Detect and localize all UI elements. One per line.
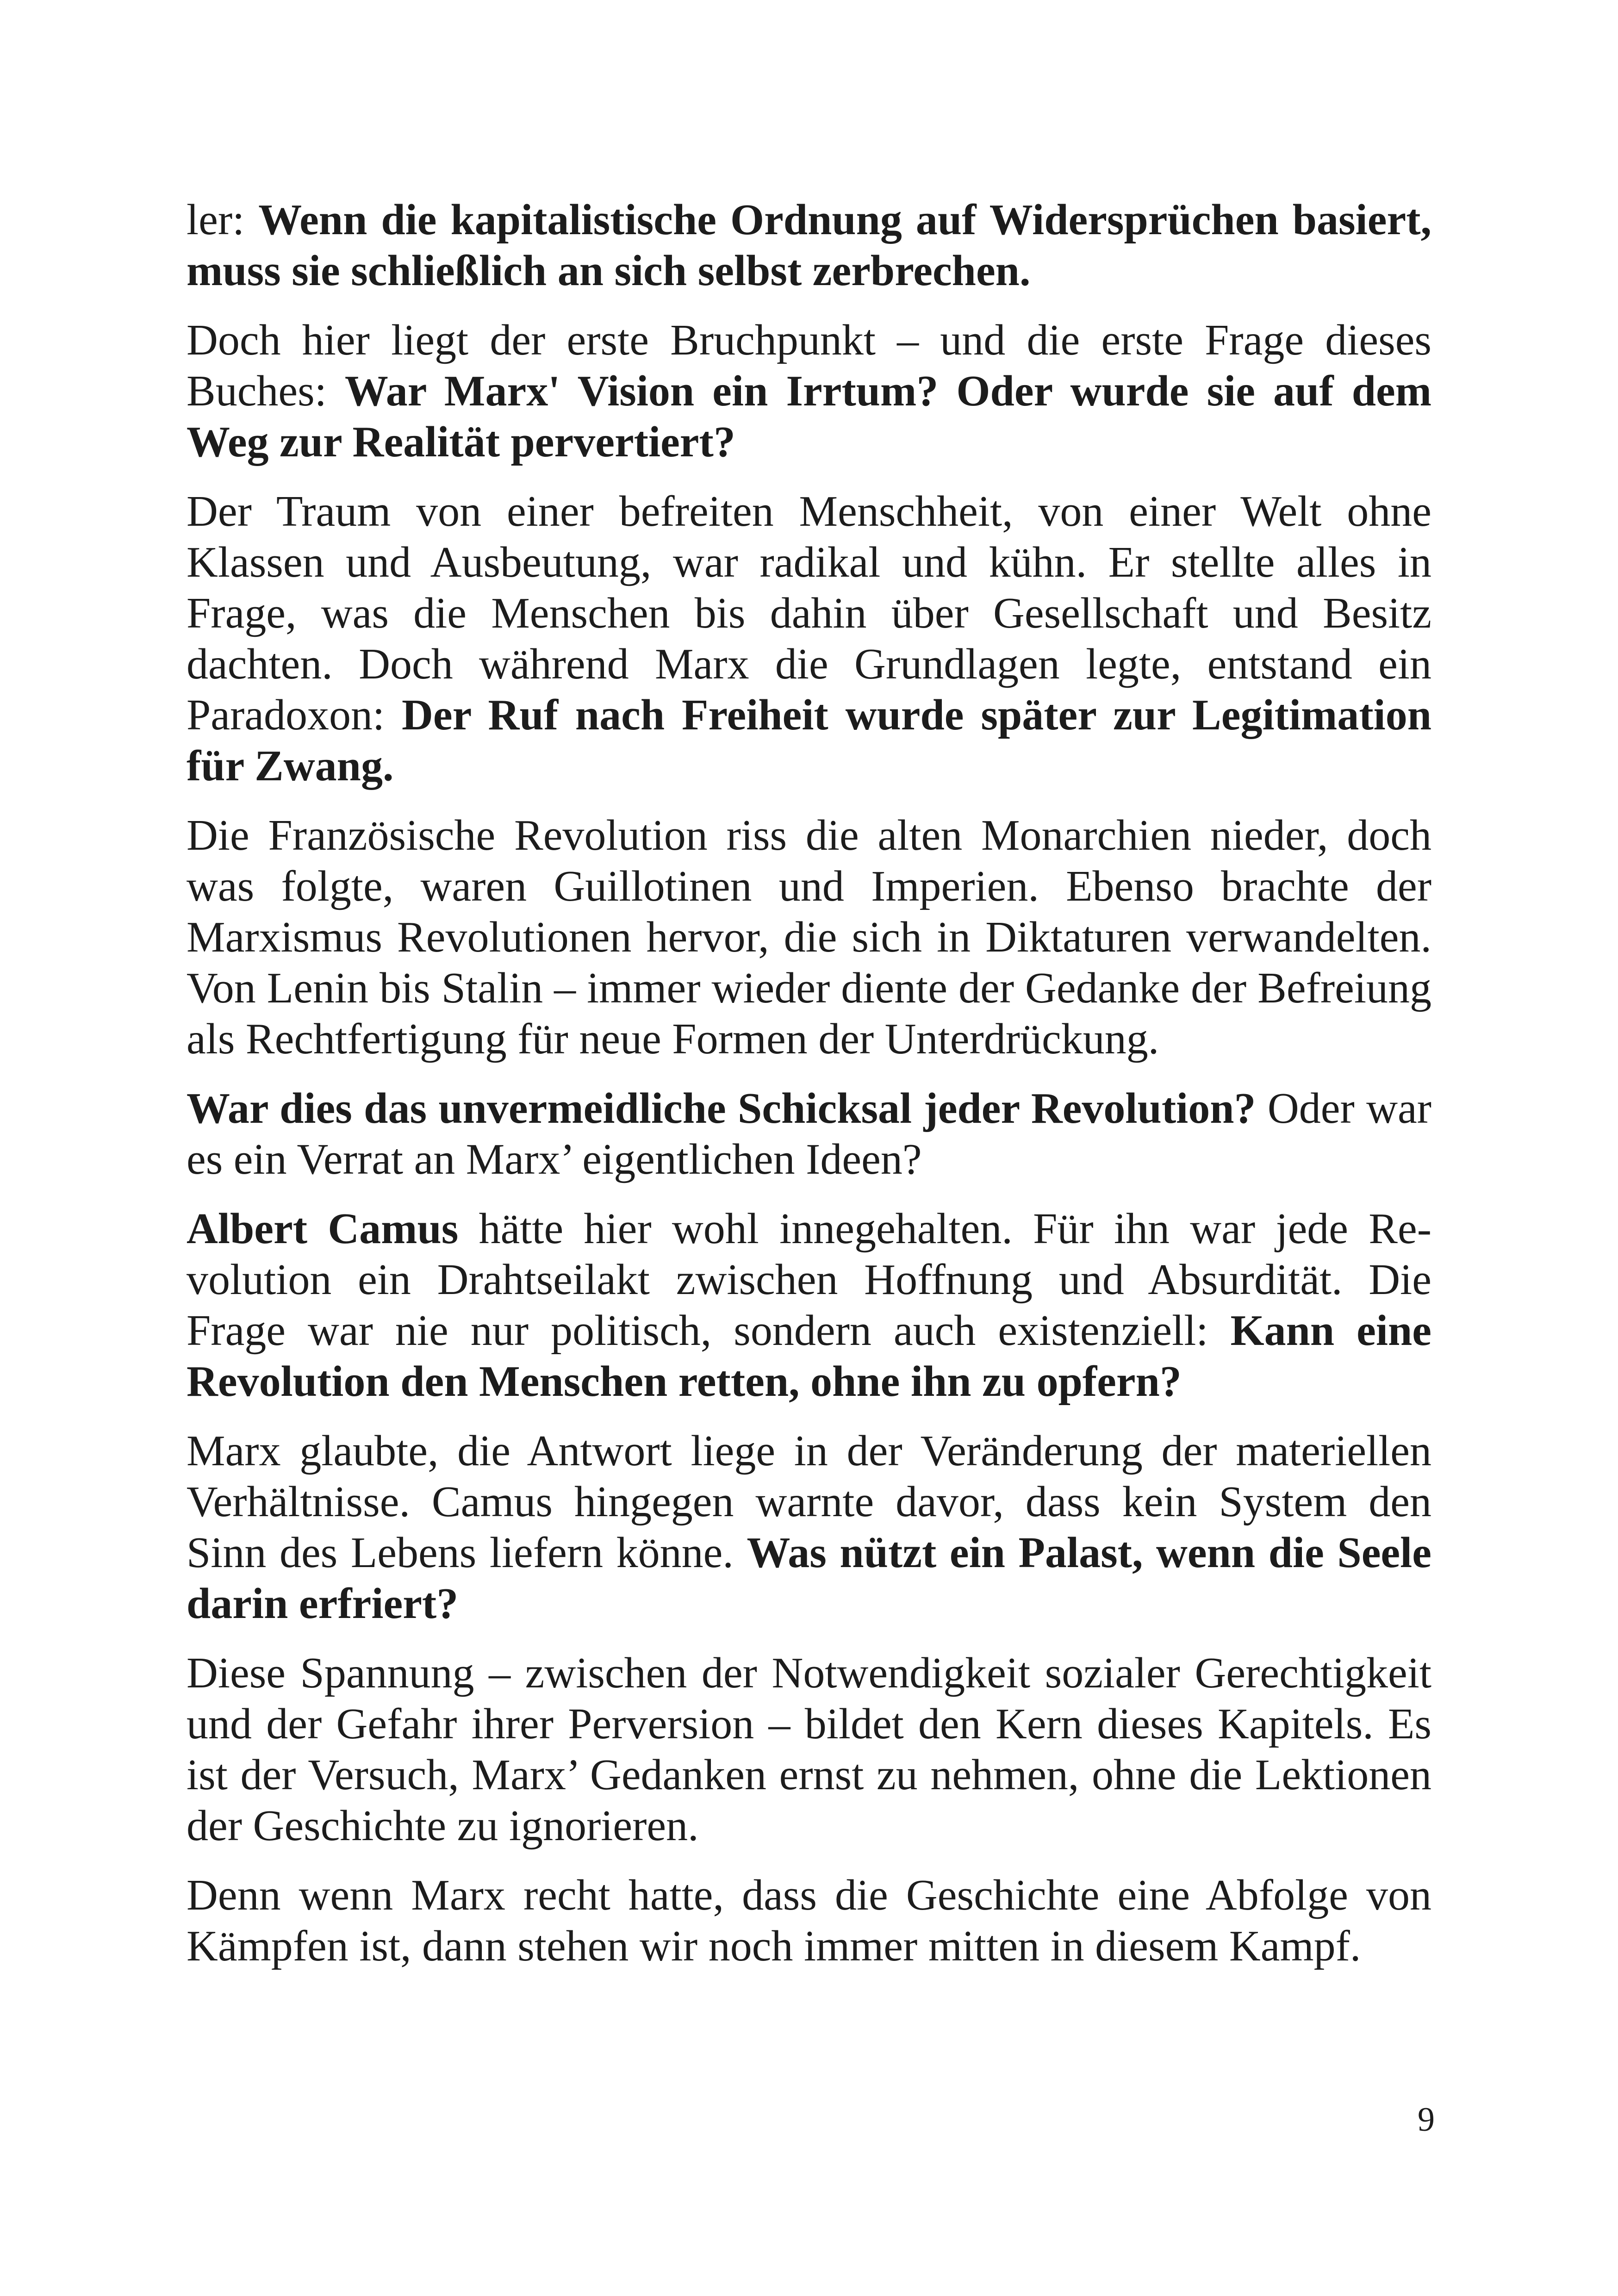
text-span: hätte hier wohl innegehalten. Für ihn war jede Revolution ein Drahtseilakt zwischen Hoffnung und Absurdität. Die Frage war nie nur politisch, sondern auch existenziell: xyxy=(187,1205,1431,1355)
paragraph-3 xyxy=(187,486,1431,791)
bold-text-span: War Marx' Vision ein Irrtum? Oder wurde sie auf dem Weg zur Realität pervertiert? xyxy=(187,367,1431,466)
bold-text-span: Wenn die kapitalistische Ordnung auf Widersprüchen basiert, muss sie schließlich an sich selbst zerbrechen. xyxy=(187,196,1431,295)
bold-text-span: Kann eine Revolution den Menschen retten, ohne ihn zu opfern? xyxy=(187,1307,1432,1406)
text-span: Marx glaubte, die Antwort liege in der Veränderung der materiellen Verhältnisse. Camus hingegen warnte davor, dass kein System den Sinn des Lebens liefern könne. xyxy=(187,1427,1431,1577)
text-span: ler: xyxy=(187,196,259,244)
text-span: Oder war es ein Verrat an Marx’ eigentlichen Ideen? xyxy=(187,1084,1431,1183)
text-span: Diese Spannung – zwischen der Notwendigkeit sozialer Gerechtigkeit und der Gefahr ihrer Perversion – bildet den Kern dieses Kapitels. Es ist der Versuch, Marx’ Gedanken ernst zu nehmen, ohne die Lektionen der Geschichte zu ignorieren. xyxy=(187,1649,1431,1850)
bold-text-span: Was nützt ein Palast, wenn die Seele darin erfriert? xyxy=(187,1529,1431,1628)
paragraph-5 xyxy=(187,1083,1431,1185)
page-number: 9 xyxy=(1418,2101,1435,2139)
bold-text-span: Albert Camus xyxy=(187,1205,459,1253)
paragraph-2 xyxy=(187,315,1431,467)
text-span: Der Traum von einer befreiten Menschheit, von einer Welt ohne Klassen und Ausbeutung, war radikal und kühn. Er stellte alles in Frage, was die Menschen bis dahin über Gesellschaft und Besitz dachten. Doch während Marx die Grundlagen legte, entstand ein Paradoxon: xyxy=(187,487,1431,739)
text-span: Doch hier liegt der erste Bruchpunkt – und die erste Frage dieses Buches: xyxy=(187,316,1431,415)
text-span: Die Französische Revolution riss die alten Monarchien nieder, doch was folgte, waren Guillotinen und Imperien. Ebenso brachte der Marxismus Revolutionen hervor, die sich in Diktaturen verwandelten. Von Lenin bis Stalin – immer wieder diente der Gedanke der Befreiung als Rechtfertigung für neue Formen der Unterdrückung. xyxy=(187,811,1431,1063)
bold-text-span: War dies das unvermeidliche Schicksal jeder Revolution? xyxy=(187,1084,1256,1132)
paragraph-8 xyxy=(187,1648,1431,1851)
bold-text-span: Der Ruf nach Freiheit wurde später zur Legitimation für Zwang. xyxy=(187,691,1432,790)
body-text xyxy=(187,194,1431,1990)
paragraph-9 xyxy=(187,1870,1431,1972)
paragraph-6 xyxy=(187,1203,1431,1407)
paragraph-4 xyxy=(187,810,1431,1064)
paragraph-1 xyxy=(187,194,1431,296)
paragraph-7 xyxy=(187,1425,1431,1629)
text-span: Denn wenn Marx recht hatte, dass die Geschichte eine Abfolge von Kämpfen ist, dann stehen wir noch immer mitten in diesem Kampf. xyxy=(187,1871,1431,1970)
